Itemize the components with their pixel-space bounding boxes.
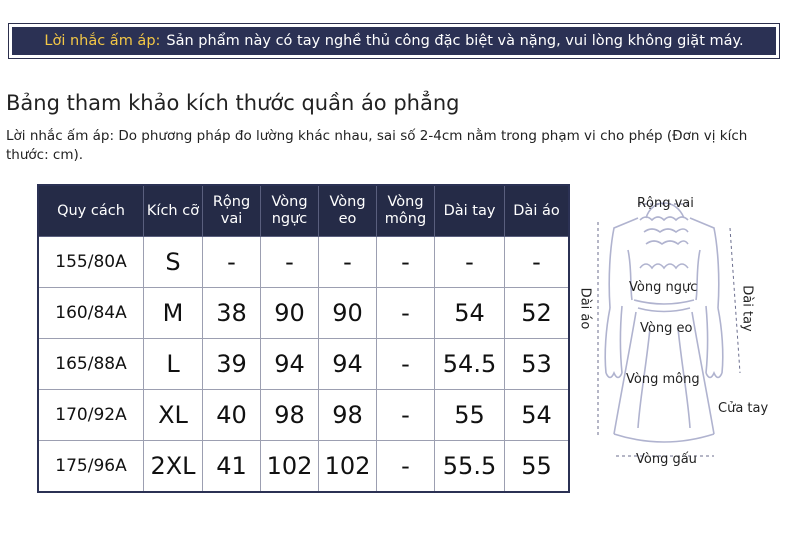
cell-hip: -: [377, 339, 435, 390]
cell-sleeve: 55: [435, 390, 505, 441]
size-table-header-row: [38, 185, 569, 237]
table-row: [38, 441, 569, 493]
header-spec: Quy cách: [38, 185, 144, 237]
cell-size: XL: [144, 390, 203, 441]
cell-length: 52: [505, 288, 570, 339]
cell-chest: 102: [261, 441, 319, 493]
page-title: Bảng tham khảo kích thước quần áo phẳng: [6, 91, 460, 115]
cell-waist: -: [319, 237, 377, 288]
cell-size: S: [144, 237, 203, 288]
measurement-note: Lời nhắc ấm áp: Do phương pháp đo lường khác nhau, sai số 2-4cm nằm trong phạm vi cho phép (Đơn vị kích thước: cm).: [6, 128, 748, 163]
cell-sleeve: 55.5: [435, 441, 505, 493]
label-cuff: Cửa tay: [718, 401, 769, 416]
cell-size: M: [144, 288, 203, 339]
cell-waist: 98: [319, 390, 377, 441]
cell-spec: 160/84A: [38, 288, 144, 339]
header-hip: Vòng mông: [377, 185, 435, 237]
label-waist: Vòng eo: [640, 321, 693, 336]
cell-shoulder: 41: [203, 441, 261, 493]
cell-shoulder: -: [203, 237, 261, 288]
cell-sleeve: 54.5: [435, 339, 505, 390]
header-size: Kích cỡ: [144, 185, 203, 237]
label-sleeve: Dài tay: [739, 285, 755, 332]
label-shoulder: Rộng vai: [637, 196, 694, 211]
cell-spec: 175/96A: [38, 441, 144, 493]
cell-size: 2XL: [144, 441, 203, 493]
cell-chest: -: [261, 237, 319, 288]
cell-hip: -: [377, 288, 435, 339]
cell-sleeve: 54: [435, 288, 505, 339]
notice-banner: [8, 23, 780, 59]
label-length: Dài áo: [577, 287, 593, 330]
header-chest: Vòng ngực: [261, 185, 319, 237]
cell-length: 53: [505, 339, 570, 390]
cell-hip: -: [377, 390, 435, 441]
cell-sleeve: -: [435, 237, 505, 288]
cell-spec: 165/88A: [38, 339, 144, 390]
cell-shoulder: 38: [203, 288, 261, 339]
table-row: [38, 390, 569, 441]
notice-inner: [12, 27, 776, 55]
cell-chest: 90: [261, 288, 319, 339]
header-sleeve: Dài tay: [435, 185, 505, 237]
cell-chest: 98: [261, 390, 319, 441]
cell-length: -: [505, 237, 570, 288]
notice-text: Sản phẩm này có tay nghề thủ công đặc biệt và nặng, vui lòng không giặt máy.: [166, 33, 744, 49]
cell-chest: 94: [261, 339, 319, 390]
cell-waist: 102: [319, 441, 377, 493]
label-chest: Vòng ngực: [629, 280, 698, 295]
cell-hip: -: [377, 441, 435, 493]
cell-spec: 170/92A: [38, 390, 144, 441]
cell-shoulder: 39: [203, 339, 261, 390]
label-hip: Vòng mông: [626, 372, 700, 387]
cell-length: 55: [505, 441, 570, 493]
cell-spec: 155/80A: [38, 237, 144, 288]
garment-diagram: [577, 188, 780, 478]
cell-length: 54: [505, 390, 570, 441]
cell-size: L: [144, 339, 203, 390]
table-row: [38, 237, 569, 288]
cell-waist: 90: [319, 288, 377, 339]
cell-waist: 94: [319, 339, 377, 390]
cell-hip: -: [377, 237, 435, 288]
header-length: Dài áo: [505, 185, 570, 237]
table-row: [38, 288, 569, 339]
size-table: [37, 184, 570, 493]
table-row: [38, 339, 569, 390]
label-hem: Vòng gấu: [636, 452, 697, 467]
notice-label: Lời nhắc ấm áp:: [44, 33, 161, 49]
cell-shoulder: 40: [203, 390, 261, 441]
header-shoulder: Rộng vai: [203, 185, 261, 237]
header-waist: Vòng eo: [319, 185, 377, 237]
